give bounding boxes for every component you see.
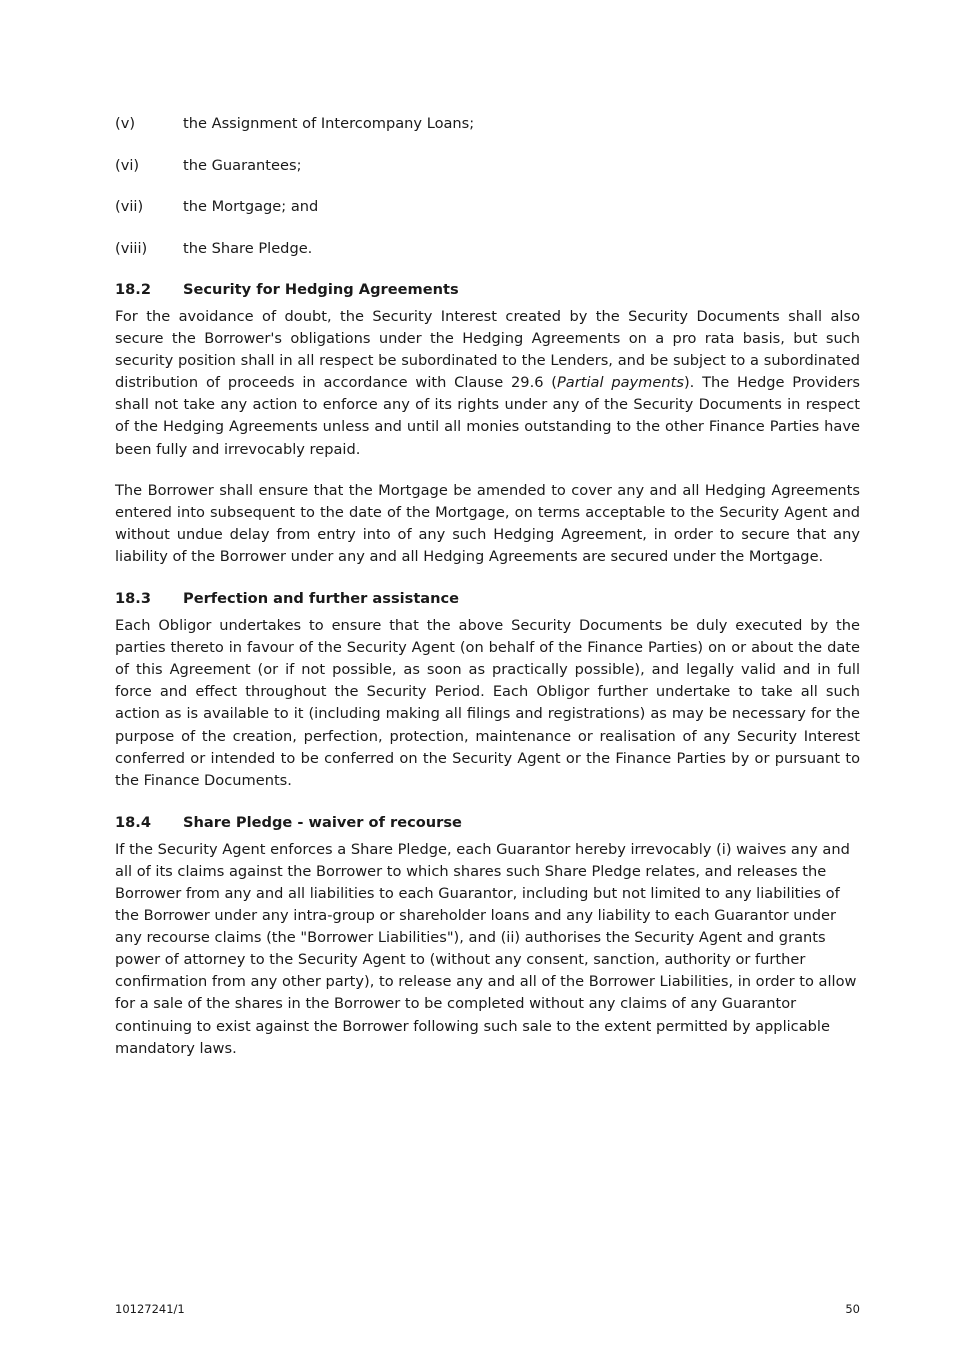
section-title: Security for Hedging Agreements [183,281,459,298]
list-item-text: the Share Pledge. [183,239,313,257]
list-item-text: the Assignment of Intercompany Loans; [183,115,475,132]
section-number: 18.4 [115,813,152,831]
list-item-number: (vi) [115,156,140,174]
section-title: Share Pledge - waiver of recourse [183,813,462,831]
paragraph: The Borrower shall ensure that the Mortgage be amended to cover any and all Hedging Agreements entered into subsequent to the date of the Mortgage, on terms acceptable to the Security Agent and without undue delay from entry into of any such Hedging Agreement, in order to secure that any liability of the Borrower under any and all Hedging Agreements are secured under the Mortgage. [115,481,860,565]
list-item [115,196,860,217]
section-heading-18-3 [115,588,860,610]
section-title: Perfection and further assistance [183,590,460,608]
list-item [115,113,860,134]
page-number: 50 [845,1302,860,1316]
list-item-number: (v) [115,115,136,132]
document-reference: 10127241/1 [115,1302,185,1316]
list-item [115,155,860,176]
list-item-text: the Mortgage; and [183,198,319,215]
paragraph: If the Security Agent enforces a Share Pledge, each Guarantor hereby irrevocably (i) waives any and all of its claims against the Borrower to which shares such Share Pledge relates, and releases the Borrower from any and all liabilities to each Guarantor, including but not limited to any liabilities of the Borrower under any intra-group or shareholder loans and any liability to each Guarantor under any recourse claims (the "Borrower Liabilities"), and (ii) authorises the Security Agent and grants power of attorney to the Security Agent to (without any consent, sanction, authority or further confirmation from any other party), to release any and all of the Borrower Liabilities, in order to allow for a sale of the shares in the Borrower to be completed without any claims of any Guarantor continuing to exist against the Borrower following such sale to the extent permitted by applicable mandatory laws. [115,840,857,1057]
section-number: 18.2 [115,281,152,298]
page-content [115,113,860,1079]
list-item-text: the Guarantees; [183,156,302,174]
clause-reference-italic: Partial payments [557,374,684,392]
section-heading-18-4 [115,812,860,834]
list-item [115,238,860,259]
page-footer [115,1302,860,1316]
paragraph-text: For the avoidance of doubt, the Security Interest created by the Security Documents shall also secure the Borrower's obligations under the Hedging Agreements on a pro rata basis, but such security position shall in all respect be subordinated to the Lenders, and be subject to a subordinated distribution of proceeds in accordance with Clause 29.6 ( [115,308,860,392]
section-number: 18.3 [115,590,152,608]
list-item-number: (viii) [115,239,148,257]
section-heading-18-2 [115,279,860,301]
paragraph [115,306,860,461]
list-item-number: (vii) [115,198,144,215]
paragraph: Each Obligor undertakes to ensure that the above Security Documents be duly executed by the parties thereto in favour of the Security Agent (on behalf of the Finance Parties) on or about the date of this Agreement (or if not possible, as soon as practically possible), and legally valid and in full force and effect throughout the Security Period. Each Obligor further undertake to take all such action as is available to it (including making all filings and registrations) as may be necessary for the purpose of the creation, perfection, protection, maintenance or realisation of any Security Interest conferred or intended to be conferred on the Security Agent or the Finance Parties by or pursuant to the Finance Documents. [115,617,860,789]
paragraph-text: ). The Hedge Providers shall not take any action to enforce any of its rights under any of the Security Documents in respect of the Hedging Agreements unless and until all monies outstanding to the other Finance Parties have been fully and irrevocably repaid. [115,374,860,458]
